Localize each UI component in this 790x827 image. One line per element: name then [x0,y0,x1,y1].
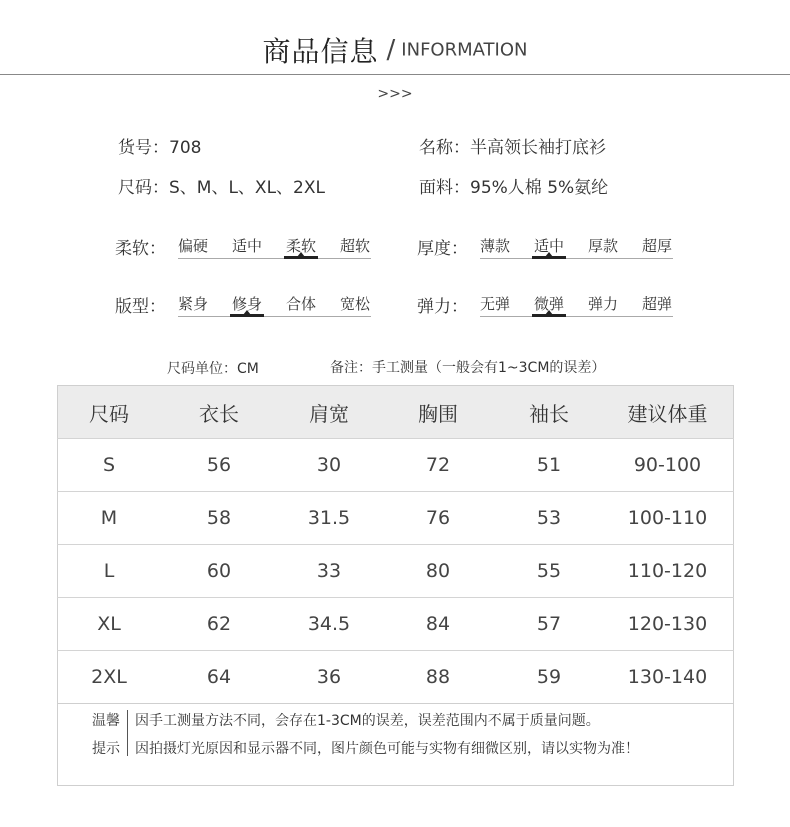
cell-chest: 76 [380,492,496,545]
scale-baseline [178,258,371,259]
cell-shoulder: 36 [278,651,380,704]
scale-option: 适中 [232,237,263,255]
header-sleeve: 袖长 [496,386,602,439]
cell-chest: 88 [380,651,496,704]
cell-size: XL [58,598,161,651]
cell-sleeve: 55 [496,545,602,598]
indicator-triangle-icon [545,310,553,315]
cell-size: S [58,439,161,492]
scale-option: 宽松 [340,295,371,313]
tips-line2: 因拍摄灯光原因和显示器不同，图片颜色可能与实物有细微区别，请以实物为准！ [135,741,639,757]
header-shoulder: 肩宽 [278,386,380,439]
cell-chest: 84 [380,598,496,651]
header-size: 尺码 [58,386,161,439]
scale-option: 超弹 [642,295,673,313]
cell-chest: 72 [380,439,496,492]
elasticity-label: 弹力： [417,297,468,317]
header-weight: 建议体重 [602,386,734,439]
cell-sleeve: 51 [496,439,602,492]
section-title [0,30,790,70]
header-divider [0,74,790,75]
header-length: 衣长 [160,386,278,439]
scale-baseline [178,316,371,317]
cell-length: 64 [160,651,278,704]
cell-length: 58 [160,492,278,545]
cell-shoulder: 34.5 [278,598,380,651]
thickness-label: 厚度： [417,239,468,259]
size-unit-note: 尺码单位：CM [167,361,259,377]
scale-option: 紧身 [178,295,209,313]
tips-box [57,690,734,786]
indicator-triangle-icon [243,310,251,315]
cell-size: L [58,545,161,598]
header-chest: 胸围 [380,386,496,439]
scale-baseline [480,258,673,259]
cell-weight: 120-130 [602,598,734,651]
fit-label: 版型： [115,297,166,317]
cell-shoulder: 31.5 [278,492,380,545]
product-name: 名称：半高领长袖打底衫 [419,138,606,158]
table-row [58,492,734,545]
cell-weight: 90-100 [602,439,734,492]
table-header-row [58,386,734,439]
table-row [58,439,734,492]
tips-label-line1: 温馨 [92,713,120,729]
title-en: INFORMATION [401,39,528,61]
fit-scale [178,293,371,323]
softness-scale [178,235,371,265]
available-sizes: 尺码：S、M、L、XL、2XL [118,178,325,198]
scale-option: 微弹 [534,295,565,313]
title-cn: 商品信息 [262,35,379,68]
cell-sleeve: 53 [496,492,602,545]
cell-size: 2XL [58,651,161,704]
tips-line1: 因手工测量方法不同，会存在1-3CM的误差，误差范围内不属于质量问题。 [135,713,600,729]
scale-option: 合体 [286,295,317,313]
tips-divider [127,710,128,756]
thickness-scale [480,235,673,265]
cell-chest: 80 [380,545,496,598]
scale-option: 厚款 [588,237,619,255]
cell-sleeve: 59 [496,651,602,704]
title-slash: / [386,35,396,65]
cell-shoulder: 30 [278,439,380,492]
cell-length: 60 [160,545,278,598]
scale-baseline [480,316,673,317]
arrows-glyph: >>> [377,86,413,102]
table-row [58,545,734,598]
scale-option: 适中 [534,237,565,255]
indicator-triangle-icon [545,252,553,257]
scale-option: 薄款 [480,237,511,255]
scale-option: 超软 [340,237,371,255]
cell-size: M [58,492,161,545]
elasticity-scale [480,293,673,323]
cell-shoulder: 33 [278,545,380,598]
scale-option: 偏硬 [178,237,209,255]
scale-option: 修身 [232,295,263,313]
size-table [57,385,734,704]
scale-option: 无弹 [480,295,511,313]
cell-sleeve: 57 [496,598,602,651]
indicator-triangle-icon [297,252,305,257]
tips-label-line2: 提示 [92,741,120,757]
measure-remark: 备注：手工测量（一般会有1~3CM的误差） [330,360,606,376]
item-number: 货号：708 [118,138,202,158]
scale-option: 超厚 [642,237,673,255]
table-row [58,598,734,651]
cell-length: 56 [160,439,278,492]
scale-option: 弹力 [588,295,619,313]
scale-option: 柔软 [286,237,317,255]
cell-weight: 130-140 [602,651,734,704]
cell-length: 62 [160,598,278,651]
cell-weight: 100-110 [602,492,734,545]
cell-weight: 110-120 [602,545,734,598]
fabric-composition: 面料：95%人棉 5%氨纶 [419,178,609,198]
softness-label: 柔软： [115,239,166,259]
